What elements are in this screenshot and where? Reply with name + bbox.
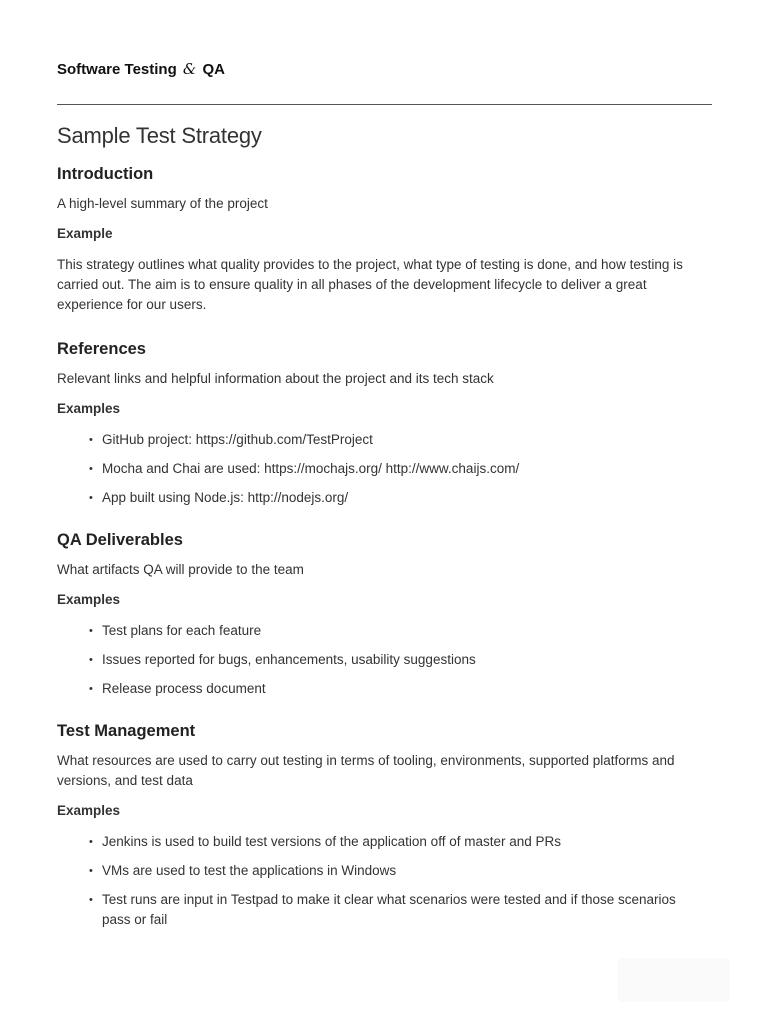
list-item: • Test runs are input in Testpad to make it clear what scenarios were tested and if those scenarios pass or fail <box>102 890 687 930</box>
example-label: Example <box>57 226 113 241</box>
list-item: • App built using Node.js: http://nodejs.org/ <box>102 488 687 508</box>
list-item: • Issues reported for bugs, enhancements, usability suggestions <box>102 650 687 670</box>
examples-list <box>57 832 687 930</box>
section-heading: References <box>57 340 146 358</box>
site-title-part2: QA <box>202 61 225 78</box>
examples-list <box>57 621 687 699</box>
section-heading: Test Management <box>57 722 196 740</box>
list-item: • Mocha and Chai are used: https://mochajs.org/ http://www.chaijs.com/ <box>102 459 687 479</box>
site-header <box>57 58 712 105</box>
site-title-link[interactable] <box>57 58 225 81</box>
list-item: • VMs are used to test the applications in Windows <box>102 861 687 881</box>
list-item: • GitHub project: https://github.com/TestProject <box>102 430 687 450</box>
page-title: Sample Test Strategy <box>57 123 262 148</box>
section-heading: QA Deliverables <box>57 531 183 549</box>
list-item: • Test plans for each feature <box>102 621 687 641</box>
section-description: A high-level summary of the project <box>57 196 268 211</box>
section-test-management <box>57 719 687 930</box>
site-title-ampersand: & <box>182 60 197 78</box>
floating-widget[interactable] <box>618 958 730 1002</box>
article <box>57 120 687 950</box>
examples-label: Examples <box>57 401 121 416</box>
section-qa-deliverables <box>57 528 687 699</box>
examples-list <box>57 430 687 508</box>
list-item: • Jenkins is used to build test versions of the application off of master and PRs <box>102 832 687 852</box>
section-heading: Introduction <box>57 165 154 183</box>
section-description: What resources are used to carry out testing in terms of tooling, environments, supported platforms and versions, and test data <box>57 753 675 788</box>
example-text: This strategy outlines what quality provides to the project, what type of testing is done, and how testing is carried out. The aim is to ensure quality in all phases of the development lifecycle to deliver a great experience for our users. <box>57 257 683 312</box>
list-item: • Release process document <box>102 679 687 699</box>
examples-label: Examples <box>57 592 121 607</box>
examples-label: Examples <box>57 803 121 818</box>
site-title-part1: Software Testing <box>57 61 177 78</box>
section-introduction <box>57 162 687 315</box>
section-description: What artifacts QA will provide to the team <box>57 562 304 577</box>
section-description: Relevant links and helpful information about the project and its tech stack <box>57 371 494 386</box>
section-references <box>57 337 687 508</box>
